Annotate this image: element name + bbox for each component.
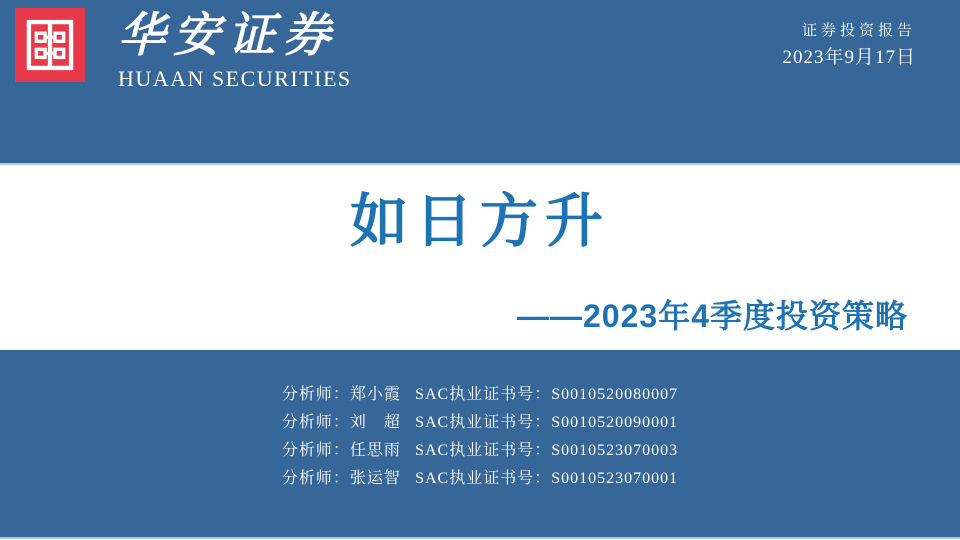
cert-label: SAC执业证书号： [415, 414, 552, 431]
cert-number: S0010523070001 [551, 470, 679, 487]
report-date: 2023年9月17日 [782, 47, 916, 68]
analyst-list [0, 381, 960, 493]
cert-label: SAC执业证书号： [415, 470, 552, 487]
analyst-row [282, 437, 678, 465]
analyst-label: 分析师： [281, 442, 350, 459]
cert-number: S0010523070003 [551, 442, 679, 459]
analyst-name: 郑小霞 [349, 386, 401, 403]
cert-number: S0010520080007 [551, 386, 679, 403]
report-type-label: 证券投资报告 [801, 23, 916, 39]
analyst-name: 任思雨 [349, 442, 401, 459]
huaan-logo [15, 8, 85, 82]
analyst-label: 分析师： [281, 386, 350, 403]
cert-label: SAC执业证书号： [415, 386, 552, 403]
brand-block [118, 8, 352, 92]
brand-name-cn: 华安证券 [118, 10, 338, 62]
analyst-name: 刘 超 [349, 414, 401, 431]
analyst-label: 分析师： [281, 414, 350, 431]
brand-name-en: HUAAN SECURITIES [118, 66, 352, 91]
analyst-row [282, 381, 678, 409]
page-title: 如日方升 [349, 189, 610, 254]
page-subtitle: ——2023年4季度投资策略 [517, 298, 908, 334]
huaan-seal-icon [19, 12, 81, 78]
analyst-label: 分析师： [281, 470, 350, 487]
analyst-row [282, 465, 678, 493]
cert-number: S0010520090001 [551, 414, 679, 431]
report-meta [782, 21, 916, 70]
analyst-row [282, 409, 678, 437]
cert-label: SAC执业证书号： [415, 442, 552, 459]
analyst-name: 张运智 [349, 470, 401, 487]
